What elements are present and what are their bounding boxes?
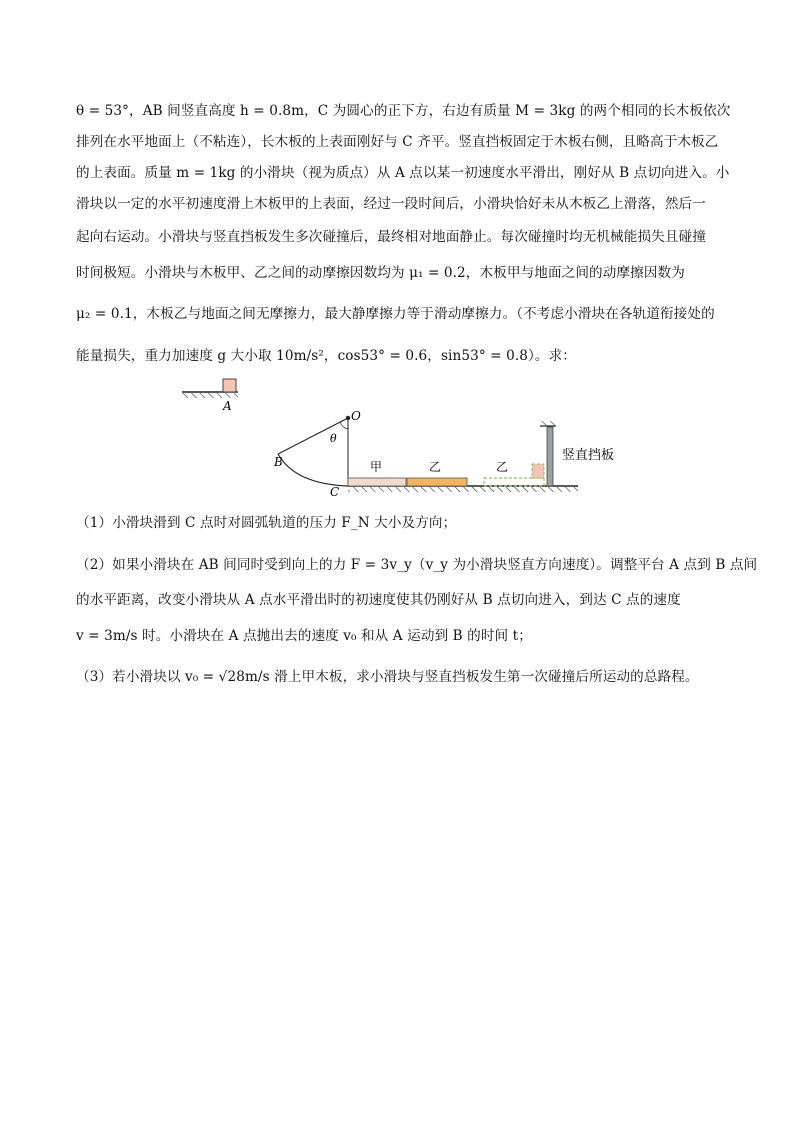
problem-line-5: 起向右运动。小滑块与竖直挡板发生多次碰撞后，最终相对地面静止。每次碰撞时均无机械能损失且碰撞 [76, 229, 706, 245]
physics-diagram [170, 372, 640, 502]
ground [348, 486, 578, 492]
label-theta: θ [330, 432, 337, 445]
question-1: （1）小滑块滑到 C 点时对圆弧轨道的压力 F_N 大小及方向； [76, 515, 457, 531]
label-baffle: 竖直挡板 [562, 448, 615, 463]
arc-track [278, 416, 350, 486]
problem-line-6: 时间极短。小滑块与木板甲、乙之间的动摩擦因数均为 μ₁ = 0.2，木板甲与地面之间的动摩擦因数为 [76, 265, 685, 281]
problem-line-8: 能量损失，重力加速度 g 大小取 10m/s²，cos53° = 0.6，sin53° = 0.8）。求： [76, 348, 576, 364]
question-2-line-3: v = 3m/s 时。小滑块在 A 点抛出去的速度 v₀ 和从 A 运动到 B 的时间 t； [76, 628, 532, 644]
platform-a [182, 379, 238, 398]
board-yi-final-position [484, 464, 544, 486]
problem-line-4: 滑块以一定的水平初速度滑上木板甲的上表面，经过一段时间后，小滑块恰好未从木板乙上滑落，然后一 [76, 196, 706, 212]
board-yi [407, 478, 467, 486]
label-board-jia: 甲 [370, 460, 383, 474]
label-b: B [274, 455, 283, 469]
problem-line-7: μ₂ = 0.1，木板乙与地面之间无摩擦力，最大静摩擦力等于滑动摩擦力。（不考虑小滑块在各轨道衔接处的 [76, 306, 715, 322]
label-o: O [351, 409, 361, 423]
label-c: C [330, 485, 340, 499]
question-2-line-1: （2）如果小滑块在 AB 间同时受到向上的力 F = 3v_y（v_y 为小滑块竖直方向速度）。调整平台 A 点到 B 点间 [76, 557, 758, 573]
question-3: （3）若小滑块以 v₀ = √28m/s 滑上甲木板，求小滑块与竖直挡板发生第一次碰撞后所运动的总路程。 [76, 669, 699, 685]
label-board-yi-2: 乙 [496, 460, 509, 474]
label-board-yi-1: 乙 [429, 460, 442, 474]
slider-block [223, 379, 236, 392]
question-2-line-2: 的水平距离，改变小滑块从 A 点水平滑出时的初速度使其仍刚好从 B 点切向进入，到达 C 点的速度 [76, 592, 681, 608]
board-jia [348, 478, 406, 486]
problem-line-1: θ = 53°，AB 间竖直高度 h = 0.8m，C 为圆心的正下方，右边有质量 M = 3kg 的两个相同的长木板依次 [76, 103, 731, 119]
problem-line-2: 排列在水平地面上（不粘连），长木板的上表面刚好与 C 齐平。竖直挡板固定于木板右侧，且略高于木板乙 [76, 134, 719, 150]
label-a: A [223, 399, 232, 413]
problem-line-3: 的上表面。质量 m = 1kg 的小滑块（视为质点）从 A 点以某一初速度水平滑出，刚好从 B 点切向进入。小 [76, 165, 730, 181]
